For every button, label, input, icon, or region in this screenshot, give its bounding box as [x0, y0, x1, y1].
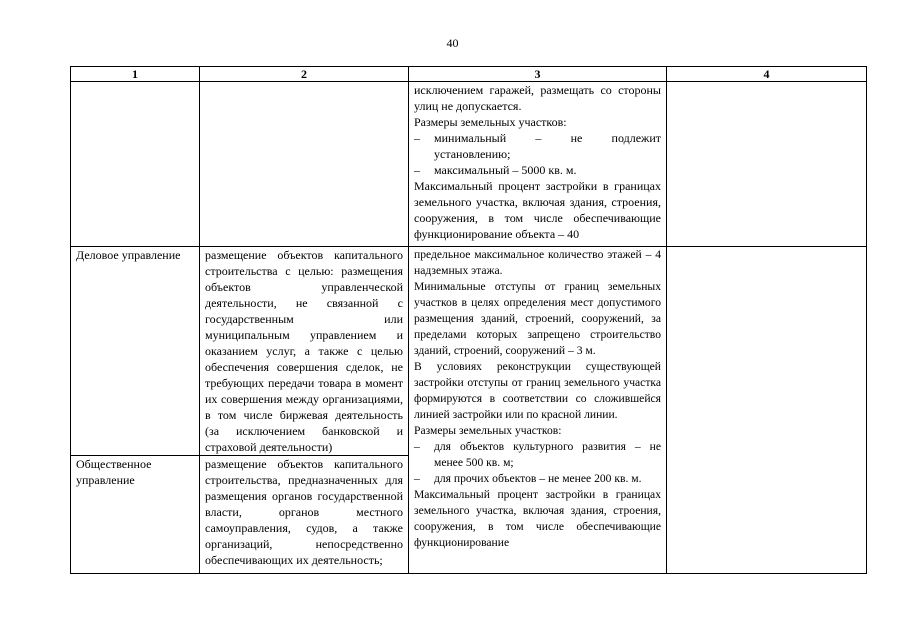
dash-marker: –: [414, 131, 420, 145]
cell-notes-merged: [667, 247, 867, 574]
table-row: [71, 247, 867, 456]
list-item-text: для объектов культурного развития – не менее 500 кв. м;: [434, 440, 661, 469]
cell-use-name: Общественное управление: [71, 456, 200, 574]
cell-parameters: [409, 82, 667, 247]
cell-use-name: [71, 82, 200, 247]
cell-notes: [667, 82, 867, 247]
floors-text: предельное максимальное количество этажей – 4 надземных этажа.: [414, 248, 661, 277]
table-header-row: [71, 67, 867, 82]
header-col-3: 3: [409, 67, 667, 82]
header-col-2: 2: [200, 67, 409, 82]
sizes-heading: Размеры земельных участков:: [414, 424, 562, 437]
zoning-table: [70, 66, 867, 574]
max-percent-text: Максимальный процент застройки в границах земельного участка, включая здания, строения, сооружения, в том числе обеспечивающие функционирование: [414, 488, 661, 549]
list-item-text: для прочих объектов – не менее 200 кв. м.: [434, 472, 642, 485]
reconstruction-text: В условиях реконструкции существующей застройки отступы от границ земельного участка формируются в соответствии со сложившейся линией застройки или по красной линии.: [414, 360, 661, 421]
header-col-4: 4: [667, 67, 867, 82]
max-percent-text: Максимальный процент застройки в границах земельного участка, включая здания, строения, сооружения, в том числе обеспечивающие функционирование объекта – 40: [414, 179, 661, 241]
list-item: [414, 162, 661, 178]
list-item-text: максимальный – 5000 кв. м.: [434, 163, 577, 177]
page-number: 40: [446, 36, 459, 50]
list-item: [414, 439, 661, 471]
dash-marker: –: [414, 472, 420, 485]
dash-marker: –: [414, 440, 420, 453]
cell-parameters-merged: [409, 247, 667, 574]
list-item: [414, 130, 661, 162]
param-text: исключением гаражей, размещать со стороны улиц не допускается.: [414, 83, 661, 113]
cell-use-description: размещение объектов капитального строительства с целью: размещения объектов управленческой деятельности, не связанной с государственным или муниципальным управлением и оказанием услуг, а также с целью обеспечения совершения сделок, не требующих передачи товара в момент их совершения между организациями, в том числе биржевая деятельность (за исключением банковской и страховой деятельности): [200, 247, 409, 456]
cell-use-description: [200, 82, 409, 247]
dash-marker: –: [414, 163, 420, 177]
setbacks-text: Минимальные отступы от границ земельных участков в целях определения мест допустимого размещения зданий, строений, сооружений, за пределами которых запрещено строительство зданий, строений, сооружений – 3 м.: [414, 280, 661, 357]
table-row: [71, 82, 867, 247]
header-col-1: 1: [71, 67, 200, 82]
list-item: [414, 471, 661, 487]
sizes-heading: Размеры земельных участков:: [414, 115, 567, 129]
list-item-text: минимальный – не подлежит установлению;: [434, 131, 661, 161]
cell-use-description: размещение объектов капитального строительства, предназначенных для размещения органов государственной власти, органов местного самоуправления, судов, а также организаций, непосредственно обеспечивающих их деятельность;: [200, 456, 409, 574]
cell-use-name: Деловое управление: [71, 247, 200, 456]
